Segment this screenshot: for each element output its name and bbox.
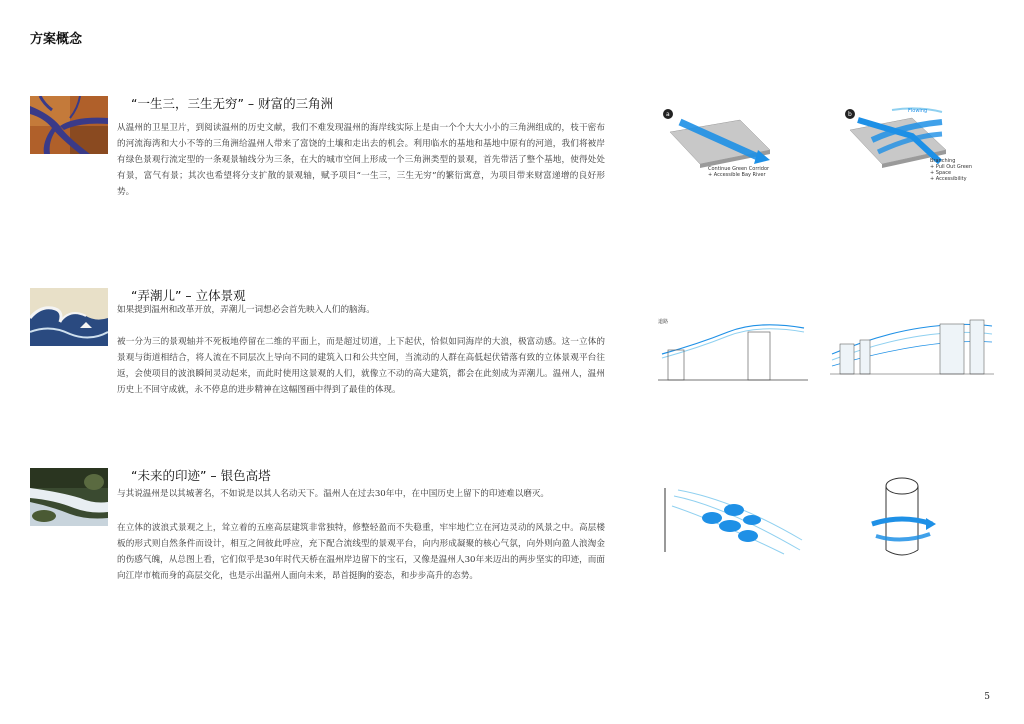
figure-top-label: Flowing bbox=[908, 108, 928, 114]
delta-diagram-branching bbox=[842, 100, 982, 190]
figure-label: + Pull Out Green bbox=[930, 164, 973, 170]
tower-cylinder-diagram bbox=[862, 474, 942, 564]
page-heading: 方案概念 bbox=[30, 32, 83, 47]
figure-label: + Accessibility bbox=[930, 176, 967, 182]
section-paragraph: 被一分为三的景观轴并不死板地停留在二维的平面上，而是超过切道，上下起伏，恰似如同海岸的大浪，极富动感。这一立体的景观与街道相结合，将人流在不同层次上导向不同的建筑入口和公共空间，当流动的人群在高低起伏错落有致的立体景观平台往返，会使项目的波浪瞬间灵动起来，而此时使用这景观的人们，就像立不动的高大建筑，都会在此刻成为弄潮儿。温州人，温州历史上不回守成就，永不停息的进步精神在这幅图画中得到了最佳的体现。 bbox=[117, 337, 605, 395]
tower-plan-diagram bbox=[664, 486, 804, 556]
svg-text:b: b bbox=[848, 111, 852, 118]
stream-image bbox=[30, 468, 108, 526]
figure-label: Continue Green Corridor bbox=[708, 166, 770, 172]
figure-label: + Accessible Bay River bbox=[708, 172, 766, 178]
section-title: “一生三，三生无穷” – 财富的三角洲 bbox=[131, 96, 334, 111]
section-paragraph: 如果提到温州和改革开放，弄潮儿一词想必会首先映入人们的脑海。 bbox=[117, 305, 375, 315]
svg-text:a: a bbox=[666, 111, 670, 118]
section-paragraph: 与其说温州是以其城著名，不如说是以其人名动天下。温州人在过去30年中，在中国历史上留下的印迹难以磨灭。 bbox=[117, 489, 550, 499]
section-title: “未来的印迹” – 银色高塔 bbox=[131, 468, 271, 483]
page-number: 5 bbox=[984, 692, 990, 702]
figure-label: Branching bbox=[930, 158, 956, 164]
delta-diagram-continue bbox=[660, 100, 780, 190]
satellite-delta-image bbox=[30, 96, 108, 154]
section-title: “弄潮儿” – 立体景观 bbox=[131, 288, 246, 303]
section-paragraph: 在立体的波浪式景观之上，耸立着的五座高层建筑非常独特，修整轻盈而不失稳重，牢牢地伫立在河边灵动的风景之中。高层楼板的形式则自然条件而设计，相互之间彼此呼应，充下配合流线型的景观平台，向内形成凝聚的核心气氛，向外则向盈人浪淘金的伤感气魄，从总图上看，它们似乎是30年时代天桥在温州岸边留下的宝石，又像是温州人30年来迈出的两步坚实的印迹，而面向江岸市梳而身的高层交化，也是示出温州人面向未来，昂首挺胸的姿态，和步步高升的态势。 bbox=[117, 523, 605, 581]
figure-label: + Space bbox=[930, 170, 952, 176]
figure-label: 道路 bbox=[658, 319, 669, 325]
wave-section-diagram bbox=[658, 314, 808, 384]
great-wave-image bbox=[30, 288, 108, 346]
section-paragraph: 从温州的卫星卫片，到阅读温州的历史文献，我们不难发现温州的海岸线实际上是由一个个大大小小的三角洲组成的，枝干密布的河流海湾和大小不等的三角洲给温州人带来了富饶的土壤和走出去的机会。利用临水的基地和基地中原有的河道，我们将被岸有绿色景观行流定型的一条观景轴线分为三条，在大的城市空间上形成一个三角洲类型的景观，首先带活了整个基地，使得处处有景，富气有景；其次也希望将分支扩散的景观轴，赋予项目“一生三，三生无穷”的繁衍寓意，为项目带来财富递增的良好形势。 bbox=[117, 123, 605, 197]
wave-perspective-diagram bbox=[830, 314, 994, 384]
